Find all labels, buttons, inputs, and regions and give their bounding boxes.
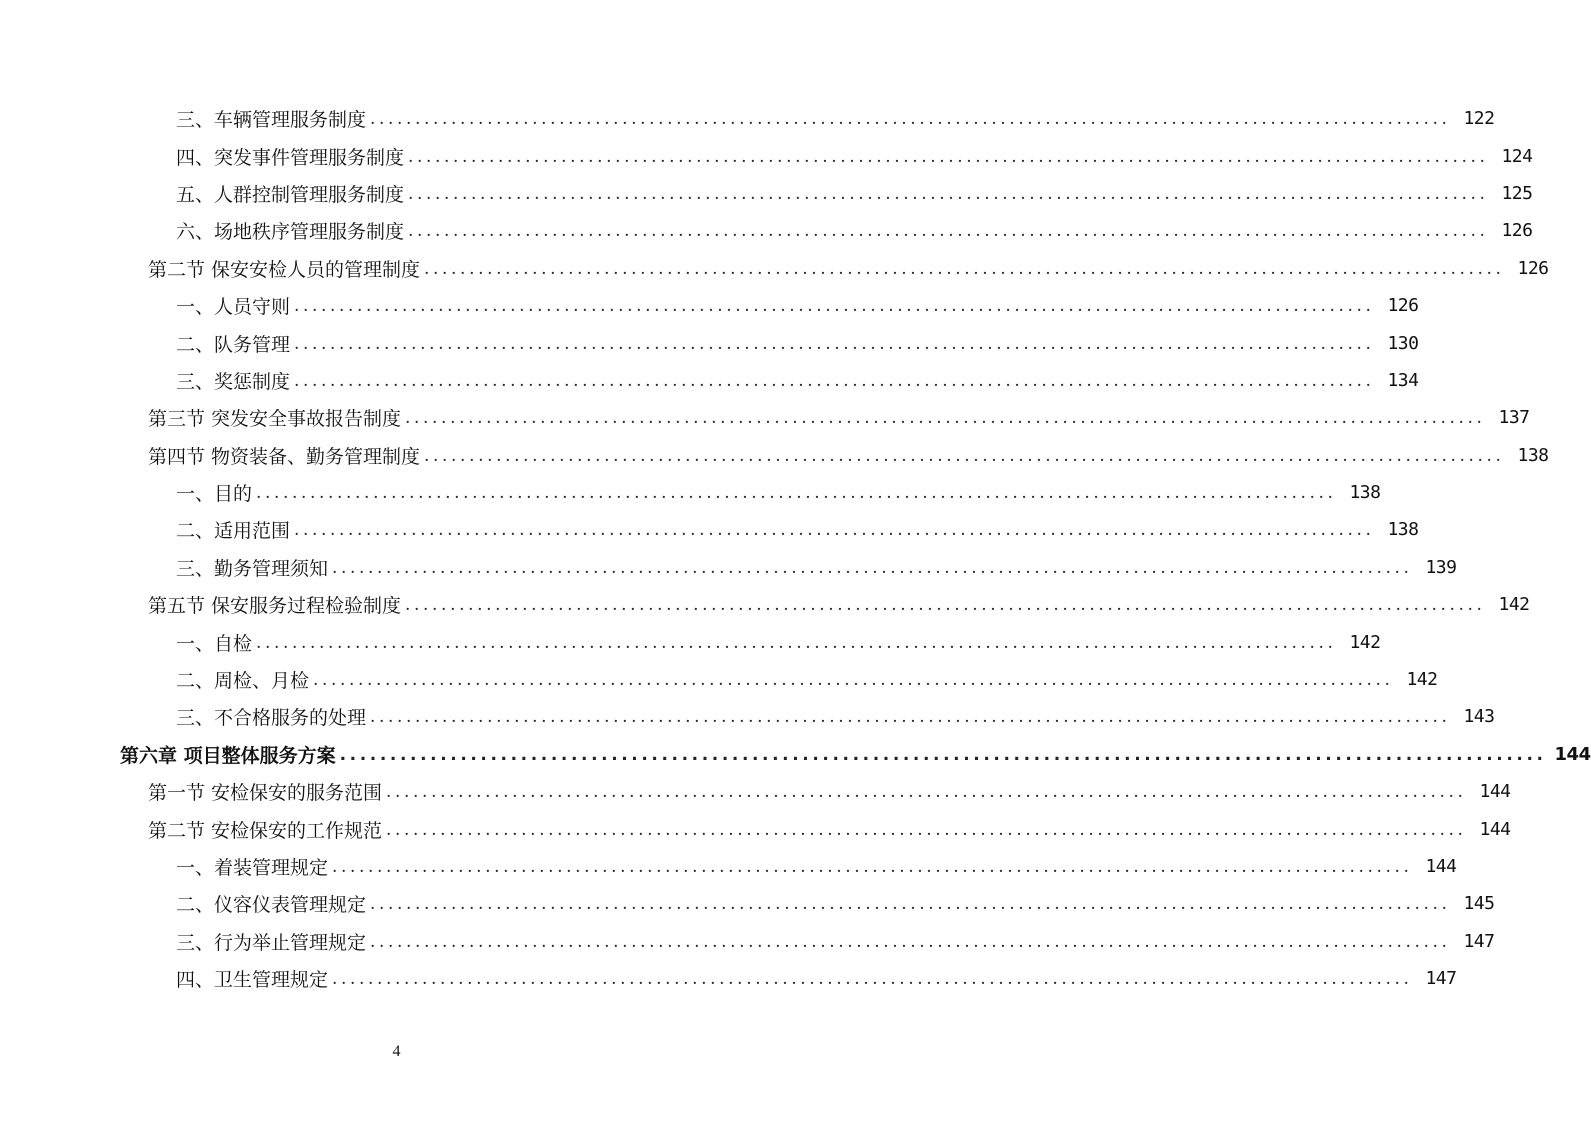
toc-item-entry: [0, 137, 1533, 174]
toc-entry-title: 一、着装管理规定: [176, 857, 329, 879]
toc-entry-page-number: 125: [1501, 182, 1533, 204]
toc-entry-title: 二、队务管理: [176, 333, 291, 356]
toc-item-entry: [0, 175, 1533, 212]
dot-leader: ........................................................................................................................: [294, 520, 1375, 541]
dot-leader: ........................................................................................................................: [370, 109, 1451, 130]
page-number: 4: [392, 1043, 401, 1060]
toc-entry-title: 一、自检: [176, 632, 253, 655]
toc-entry-page-number: 144: [1479, 781, 1511, 803]
toc-entry-page-number: 142: [1498, 594, 1530, 616]
toc-section-entry: [0, 250, 1549, 287]
dot-leader: ........................................................................................................................: [339, 744, 1547, 765]
toc-item-entry: [0, 661, 1438, 698]
toc-entry-page-number: 143: [1463, 706, 1495, 728]
dot-leader: ........................................................................................................................: [294, 370, 1375, 391]
toc-entry-title: 第二节 安检保安的工作规范: [148, 819, 383, 842]
toc-item-entry: [0, 362, 1419, 399]
toc-item-entry: [0, 623, 1381, 660]
dot-leader: ........................................................................................................................: [332, 969, 1413, 990]
toc-entry-title: 二、周检、月检: [176, 670, 310, 693]
toc-entry-page-number: 138: [1349, 482, 1381, 504]
toc-entry-page-number: 142: [1406, 669, 1438, 691]
toc-entry-page-number: 130: [1387, 332, 1419, 354]
toc-entry-title: 第三节 突发安全事故报告制度: [148, 408, 402, 431]
dot-leader: ........................................................................................................................: [370, 894, 1451, 915]
toc-item-entry: [0, 549, 1457, 586]
toc-entry-page-number: 122: [1463, 108, 1495, 130]
toc-entry-title: 第二节 保安安检人员的管理制度: [148, 258, 421, 281]
toc-entry-page-number: 137: [1498, 407, 1530, 429]
dot-leader: ........................................................................................................................: [332, 557, 1413, 578]
toc-item-entry: [0, 511, 1419, 548]
dot-leader: ........................................................................................................................: [386, 782, 1467, 803]
toc-entry-page-number: 138: [1517, 444, 1549, 466]
toc-entry-title: 四、突发事件管理服务制度: [176, 146, 405, 169]
toc-entry-page-number: 134: [1387, 369, 1419, 391]
dot-leader: ........................................................................................................................: [405, 595, 1486, 616]
dot-leader: ........................................................................................................................: [424, 445, 1505, 466]
toc-item-entry: [0, 212, 1533, 249]
toc-entry-title: 一、目的: [176, 483, 253, 506]
toc-entry-title: 第五节 保安服务过程检验制度: [148, 595, 402, 618]
toc-entry-title: 三、车辆管理服务制度: [176, 109, 367, 132]
toc-item-entry: [0, 287, 1419, 324]
toc-entry-page-number: 144: [1554, 743, 1591, 765]
toc-item-entry: [0, 960, 1457, 997]
toc-entry-title: 三、不合格服务的处理: [176, 707, 367, 730]
toc-entry-title: 五、人群控制管理服务制度: [176, 183, 405, 206]
toc-item-entry: [0, 885, 1495, 922]
toc-entry-page-number: 124: [1501, 145, 1533, 167]
dot-leader: ........................................................................................................................: [294, 296, 1375, 317]
dot-leader: ........................................................................................................................: [408, 221, 1489, 242]
toc-item-entry: [0, 698, 1495, 735]
toc-entry-title: 四、卫生管理规定: [176, 969, 329, 992]
toc-section-entry: [0, 773, 1511, 810]
toc-item-entry: [0, 848, 1457, 885]
toc-entry-title: 三、行为举止管理规定: [176, 931, 367, 954]
dot-leader: ........................................................................................................................: [370, 931, 1451, 952]
dot-leader: ........................................................................................................................: [256, 632, 1337, 653]
dot-leader: ........................................................................................................................: [424, 258, 1505, 279]
toc-entry-page-number: 142: [1349, 631, 1381, 653]
dot-leader: ........................................................................................................................: [256, 483, 1337, 504]
toc-entry-page-number: 138: [1387, 519, 1419, 541]
dot-leader: ........................................................................................................................: [332, 857, 1413, 877]
dot-leader: ........................................................................................................................: [313, 670, 1394, 691]
toc-entry-title: 三、奖惩制度: [176, 370, 291, 393]
dot-leader: ........................................................................................................................: [408, 146, 1489, 167]
table-of-contents: [0, 100, 1591, 997]
toc-entry-page-number: 147: [1463, 930, 1495, 952]
toc-entry-page-number: 145: [1463, 893, 1495, 915]
toc-entry-title: 第四节 物资装备、勤务管理制度: [148, 445, 421, 468]
toc-section-entry: [0, 586, 1530, 623]
toc-entry-title: 六、场地秩序管理服务制度: [176, 221, 405, 244]
dot-leader: ........................................................................................................................: [386, 819, 1467, 840]
toc-entry-title: 第六章 项目整体服务方案: [120, 744, 336, 767]
toc-entry-title: 二、适用范围: [176, 520, 291, 543]
dot-leader: ........................................................................................................................: [408, 183, 1489, 204]
toc-section-entry: [0, 810, 1511, 847]
toc-entry-title: 二、仪容仪表管理规定: [176, 894, 367, 917]
toc-entry-page-number: 126: [1501, 220, 1533, 242]
toc-entry-page-number: 126: [1387, 295, 1419, 317]
toc-item-entry: [0, 324, 1419, 361]
dot-leader: ........................................................................................................................: [405, 408, 1486, 429]
toc-section-entry: [0, 437, 1549, 474]
toc-entry-title: 第一节 安检保安的服务范围: [148, 782, 383, 805]
toc-entry-title: 一、人员守则: [176, 296, 291, 319]
toc-section-entry: [0, 399, 1530, 436]
toc-chapter-entry: [0, 736, 1591, 773]
toc-entry-page-number: 144: [1479, 818, 1511, 840]
toc-entry-page-number: 147: [1425, 968, 1457, 990]
toc-entry-page-number: 139: [1425, 556, 1457, 578]
toc-entry-title: 三、勤务管理须知: [176, 557, 329, 580]
toc-item-entry: [0, 923, 1495, 960]
dot-leader: ........................................................................................................................: [370, 707, 1451, 728]
toc-entry-page-number: 126: [1517, 257, 1549, 279]
toc-item-entry: [0, 100, 1495, 137]
toc-entry-page-number: 144: [1425, 856, 1457, 877]
dot-leader: ........................................................................................................................: [294, 333, 1375, 354]
toc-item-entry: [0, 474, 1381, 511]
